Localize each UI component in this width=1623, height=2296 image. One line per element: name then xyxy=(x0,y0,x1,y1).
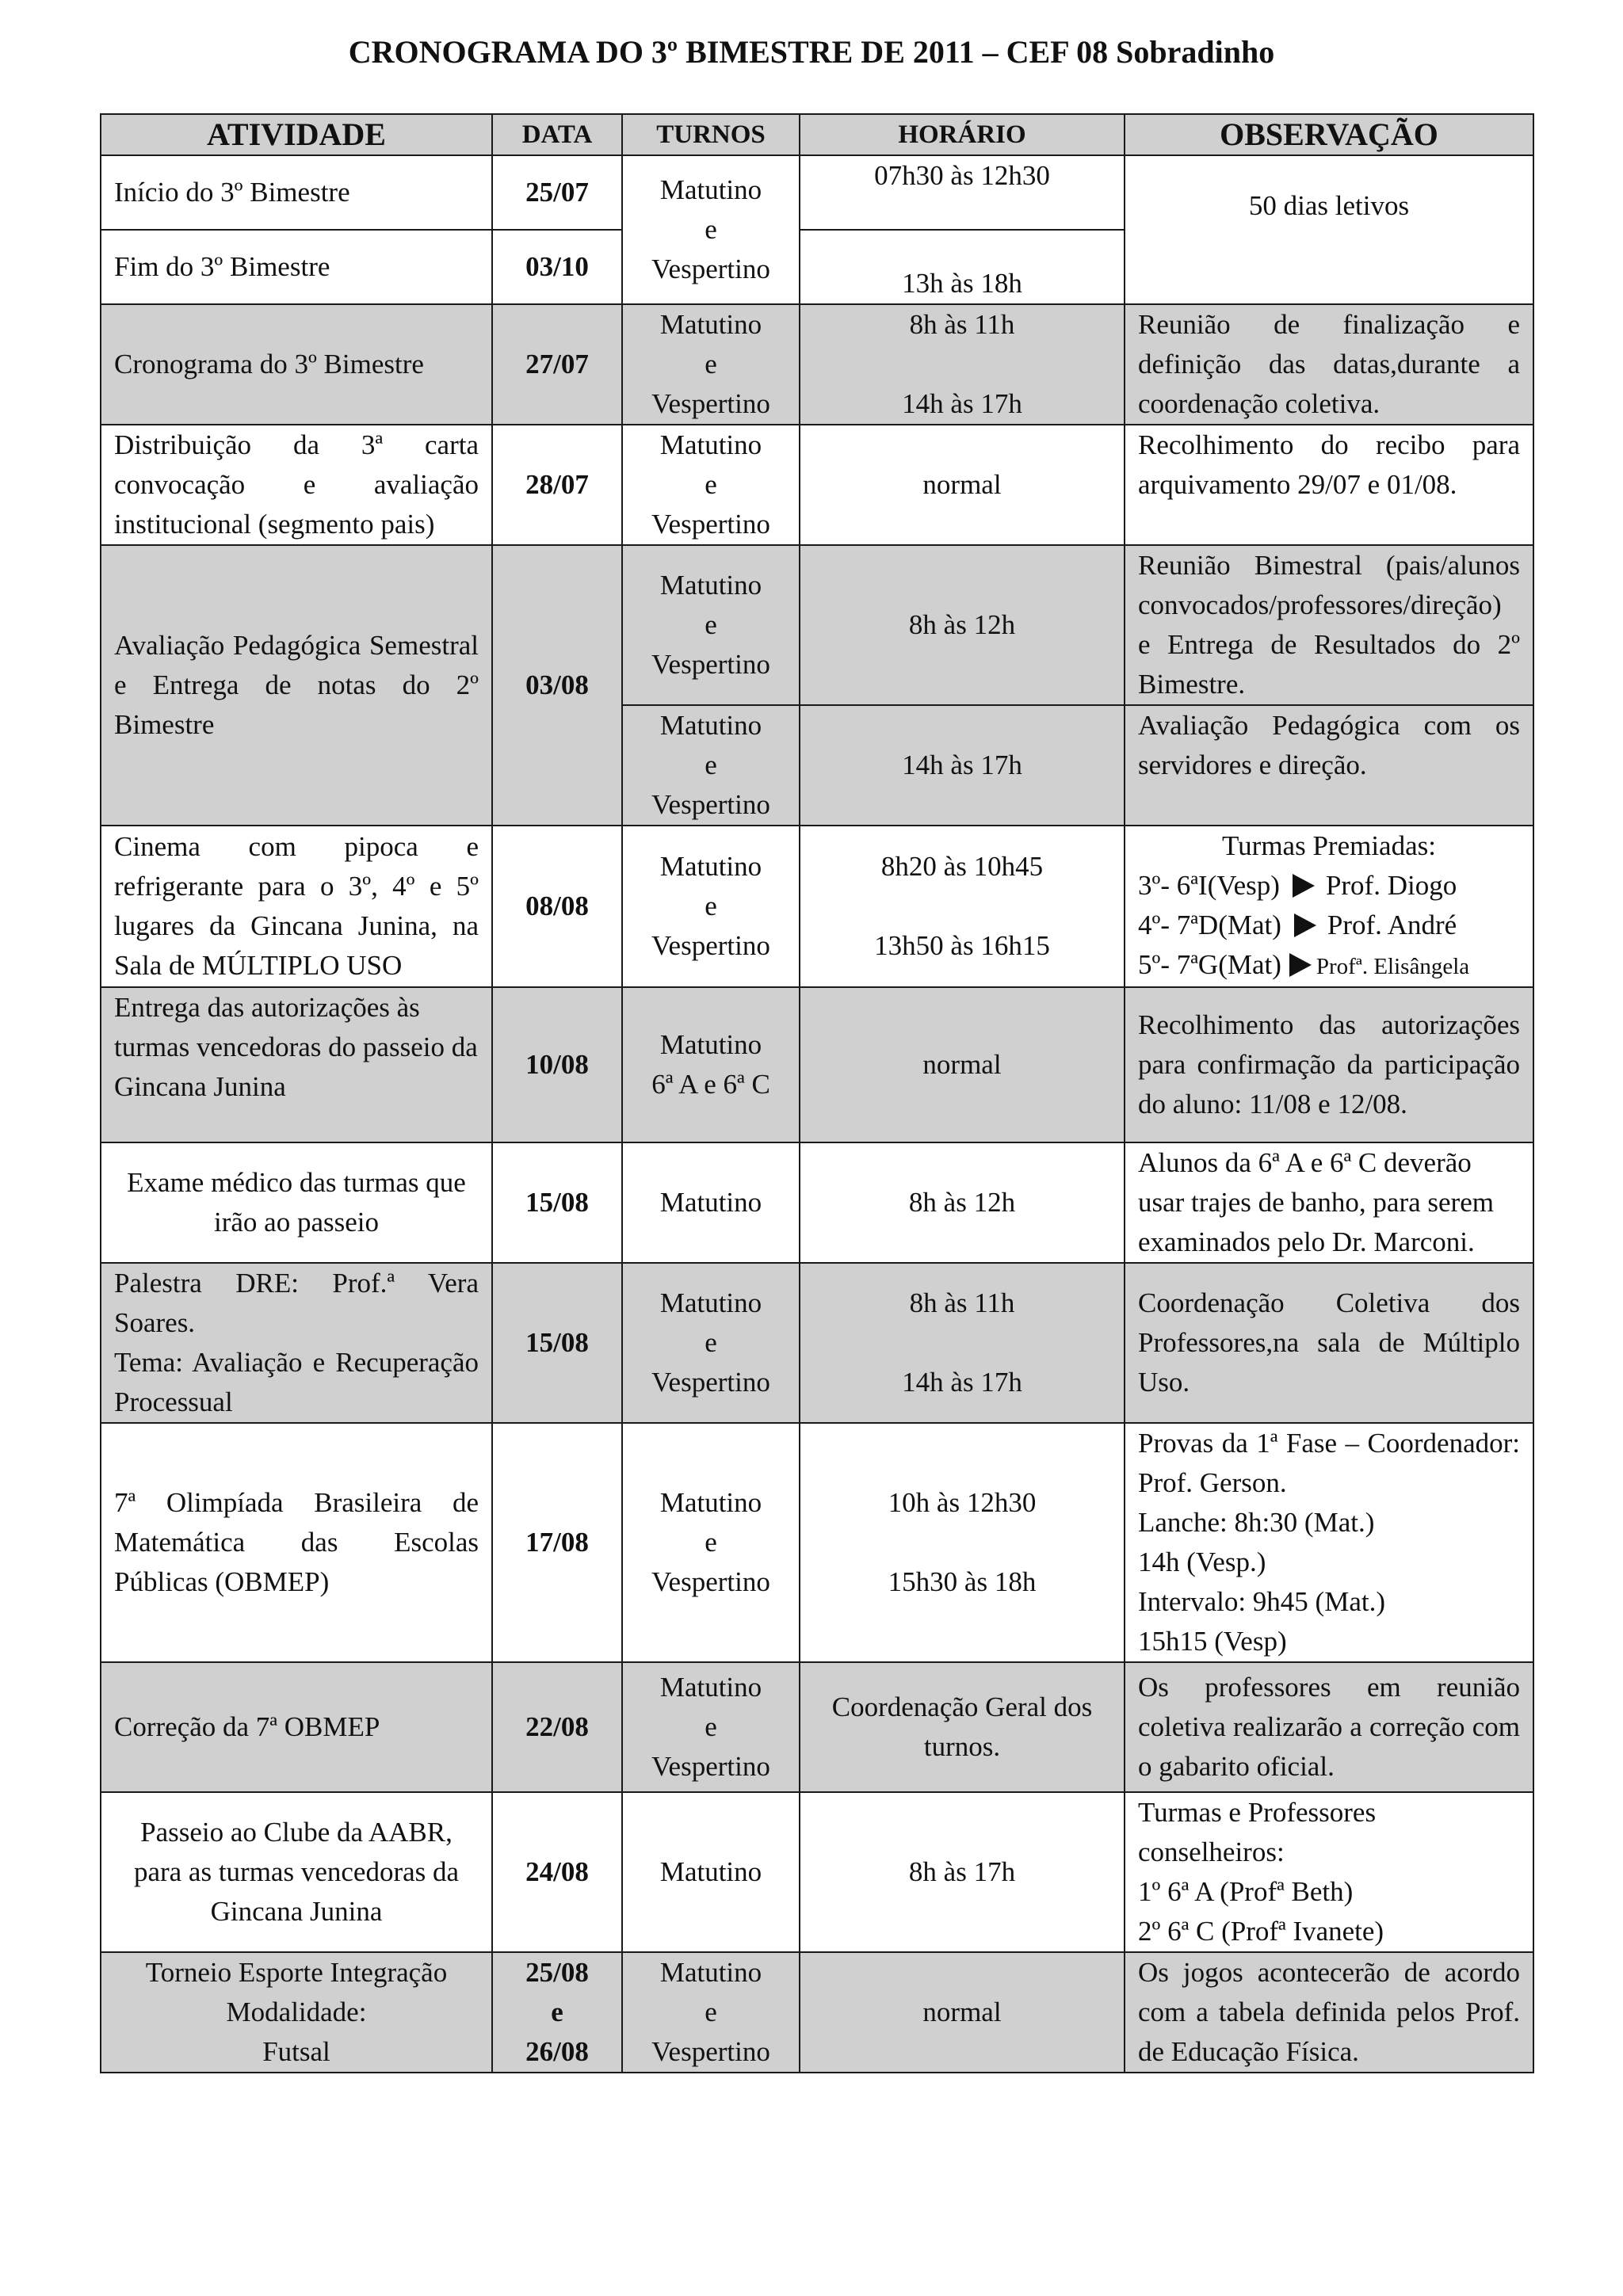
horario-cell: 8h às 11h 14h às 17h xyxy=(800,304,1125,425)
arrow-right-icon xyxy=(1289,953,1312,977)
data-cell: 25/07 xyxy=(492,155,622,230)
turnos-cell: Matutino e Vespertino xyxy=(622,425,800,545)
palestra-line: Palestra DRE: Prof.ª Vera Soares. xyxy=(114,1268,479,1338)
data-cell: 15/08 xyxy=(492,1263,622,1423)
table-row xyxy=(101,425,1533,545)
prize-prof: Prof. André xyxy=(1327,910,1457,940)
turnos-cell: Matutino 6ª A e 6ª C xyxy=(622,987,800,1142)
horario-cell: normal xyxy=(800,987,1125,1142)
data-cell: 25/08 e 26/08 xyxy=(492,1952,622,2073)
prize-turma: 3º- 6ªI(Vesp) xyxy=(1138,870,1280,901)
olimpiada-horarios: Lanche: 8h:30 (Mat.) 14h (Vesp.) Intervalo: 9h45 (Mat.) 15h15 (Vesp) xyxy=(1138,1507,1385,1657)
table-row xyxy=(101,1662,1533,1792)
horario-cell: 07h30 às 12h30 xyxy=(800,155,1125,230)
atividade-cell: 7ª Olimpíada Brasileira de Matemática das Escolas Públicas (OBMEP) xyxy=(101,1423,492,1662)
observacao-cell: Coordenação Coletiva dos Professores,na sala de Múltiplo Uso. xyxy=(1125,1263,1533,1423)
turnos-cell: Matutino xyxy=(622,1792,800,1952)
header-atividade: ATIVIDADE xyxy=(101,114,492,155)
table-row xyxy=(101,1142,1533,1263)
atividade-cell: Passeio ao Clube da AABR, para as turmas vencedoras da Gincana Junina xyxy=(101,1792,492,1952)
table-row xyxy=(101,155,1533,230)
atividade-cell: Distribuição da 3ª carta convocação e avaliação institucional (segmento pais) xyxy=(101,425,492,545)
observacao-cell: Recolhimento das autorizações para confirmação da participação do aluno: 11/08 e 12/08. xyxy=(1125,987,1533,1142)
atividade-cell: Entrega das autorizações às turmas vencedoras do passeio da Gincana Junina xyxy=(101,987,492,1142)
olimpiada-provas: Provas da 1ª Fase – Coordenador: Prof. Gerson. xyxy=(1138,1428,1520,1498)
observacao-cell: Turmas e Professores conselheiros: 1º 6ª A (Profª Beth) 2º 6ª C (Profª Ivanete) xyxy=(1125,1792,1533,1952)
turnos-cell: Matutino xyxy=(622,1142,800,1263)
data-cell: 08/08 xyxy=(492,826,622,987)
horario-cell: normal xyxy=(800,1952,1125,2073)
header-observacao: OBSERVAÇÃO xyxy=(1125,114,1533,155)
schedule-table xyxy=(100,113,1534,2073)
observacao-cell: Reunião Bimestral (pais/alunos convocados/professores/direção) e Entrega de Resultados do 2º Bimestre. xyxy=(1125,545,1533,705)
horario-cell: 8h às 12h xyxy=(800,545,1125,705)
data-cell: 17/08 xyxy=(492,1423,622,1662)
header-data: DATA xyxy=(492,114,622,155)
horario-cell: 14h às 17h xyxy=(800,705,1125,826)
atividade-cell xyxy=(101,1263,492,1423)
header-row xyxy=(101,114,1533,155)
table-row xyxy=(101,1792,1533,1952)
prize-line xyxy=(1138,945,1520,986)
turnos-cell: Matutino e Vespertino xyxy=(622,826,800,987)
turnos-cell: Matutino e Vespertino xyxy=(622,1952,800,2073)
table-row xyxy=(101,1263,1533,1423)
header-horario: HORÁRIO xyxy=(800,114,1125,155)
turnos-cell: Matutino e Vespertino xyxy=(622,1423,800,1662)
atividade-cell: Exame médico das turmas que irão ao passeio xyxy=(101,1142,492,1263)
turnos-cell: Matutino e Vespertino xyxy=(622,304,800,425)
prize-title: Turmas Premiadas: xyxy=(1222,830,1436,861)
palestra-tema: Tema: Avaliação e Recuperação Processual xyxy=(114,1347,479,1417)
horario-cell: normal xyxy=(800,425,1125,545)
horario-cell: 8h às 11h 14h às 17h xyxy=(800,1263,1125,1423)
atividade-cell: Início do 3º Bimestre xyxy=(101,155,492,230)
page-title: CRONOGRAMA DO 3º BIMESTRE DE 2011 – CEF 08 Sobradinho xyxy=(348,34,1275,70)
atividade-cell: Torneio Esporte Integração Modalidade: Futsal xyxy=(101,1952,492,2073)
table-row xyxy=(101,545,1533,705)
observacao-cell: 50 dias letivos xyxy=(1125,155,1533,304)
data-cell: 03/10 xyxy=(492,230,622,304)
observacao-cell: Reunião de finalização e definição das datas,durante a coordenação coletiva. xyxy=(1125,304,1533,425)
prize-line xyxy=(1138,906,1520,945)
table-row xyxy=(101,826,1533,987)
observacao-cell xyxy=(1125,1423,1533,1662)
prize-prof: Profª. Elisângela xyxy=(1316,954,1470,979)
turnos-cell: Matutino e Vespertino xyxy=(622,705,800,826)
turnos-cell: Matutino e Vespertino xyxy=(622,1263,800,1423)
prize-line xyxy=(1138,866,1520,906)
arrow-right-icon xyxy=(1293,874,1315,898)
horario-cell: 8h às 17h xyxy=(800,1792,1125,1952)
observacao-cell: Alunos da 6ª A e 6ª C deverão usar trajes de banho, para serem examinados pelo Dr. Marconi. xyxy=(1125,1142,1533,1263)
data-cell: 27/07 xyxy=(492,304,622,425)
atividade-cell: Cinema com pipoca e refrigerante para o 3º, 4º e 5º lugares da Gincana Junina, na Sala de MÚLTIPLO USO xyxy=(101,826,492,987)
turnos-cell: Matutino e Vespertino xyxy=(622,545,800,705)
data-cell: 22/08 xyxy=(492,1662,622,1792)
arrow-right-icon xyxy=(1294,913,1316,937)
table-row xyxy=(101,987,1533,1142)
prize-turma: 4º- 7ªD(Mat) xyxy=(1138,910,1281,940)
observacao-cell: Os professores em reunião coletiva realizarão a correção com o gabarito oficial. xyxy=(1125,1662,1533,1792)
observacao-cell: Recolhimento do recibo para arquivamento 29/07 e 01/08. xyxy=(1125,425,1533,545)
data-cell: 10/08 xyxy=(492,987,622,1142)
table-row xyxy=(101,1952,1533,2073)
turnos-cell: Matutino e Vespertino xyxy=(622,155,800,304)
table-row xyxy=(101,1423,1533,1662)
data-cell: 28/07 xyxy=(492,425,622,545)
observacao-cell: Os jogos acontecerão de acordo com a tabela definida pelos Prof. de Educação Física. xyxy=(1125,1952,1533,2073)
turnos-cell: Matutino e Vespertino xyxy=(622,1662,800,1792)
horario-cell: 13h às 18h xyxy=(800,230,1125,304)
atividade-cell: Correção da 7ª OBMEP xyxy=(101,1662,492,1792)
prize-turma: 5º- 7ªG(Mat) xyxy=(1138,949,1281,980)
observacao-cell xyxy=(1125,826,1533,987)
table-row xyxy=(101,304,1533,425)
header-turnos: TURNOS xyxy=(622,114,800,155)
atividade-cell: Cronograma do 3º Bimestre xyxy=(101,304,492,425)
data-cell: 15/08 xyxy=(492,1142,622,1263)
atividade-cell: Fim do 3º Bimestre xyxy=(101,230,492,304)
data-cell: 03/08 xyxy=(492,545,622,826)
horario-cell: 8h20 às 10h45 13h50 às 16h15 xyxy=(800,826,1125,987)
horario-cell: 10h às 12h30 15h30 às 18h xyxy=(800,1423,1125,1662)
prize-prof: Prof. Diogo xyxy=(1325,870,1457,901)
observacao-cell: Avaliação Pedagógica com os servidores e direção. xyxy=(1125,705,1533,826)
atividade-cell: Avaliação Pedagógica Semestral e Entrega de notas do 2º Bimestre xyxy=(101,545,492,826)
data-cell: 24/08 xyxy=(492,1792,622,1952)
horario-cell: 8h às 12h xyxy=(800,1142,1125,1263)
horario-cell: Coordenação Geral dos turnos. xyxy=(800,1662,1125,1792)
